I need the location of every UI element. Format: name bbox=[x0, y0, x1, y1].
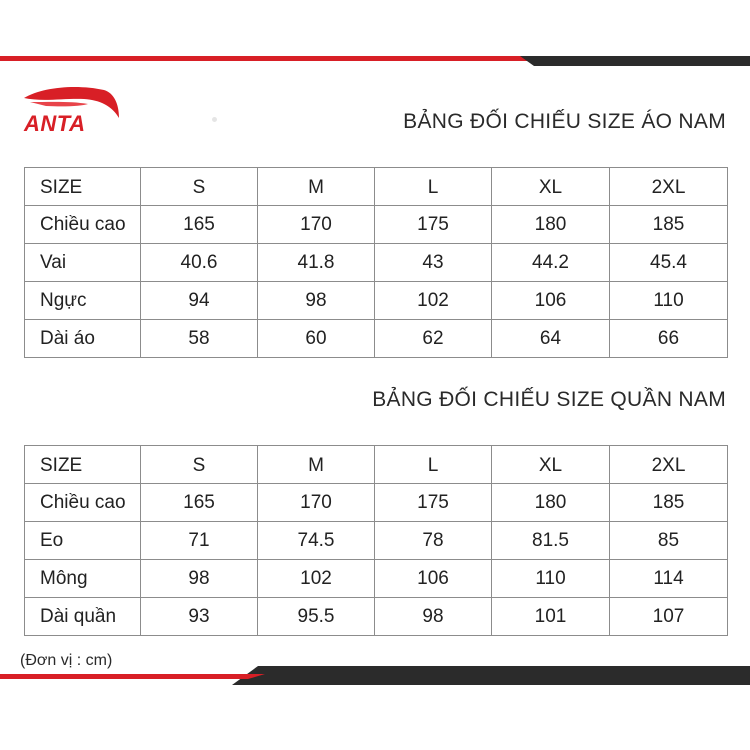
row-label: Dài áo bbox=[25, 320, 141, 358]
table-cell: 102 bbox=[375, 282, 492, 320]
header-cell-m: M bbox=[258, 446, 375, 484]
table-cell: 170 bbox=[258, 484, 375, 522]
table-cell: 165 bbox=[141, 484, 258, 522]
table-cell: 64 bbox=[492, 320, 610, 358]
top-dark-band bbox=[0, 52, 750, 66]
table-row bbox=[25, 320, 728, 358]
table-cell: 85 bbox=[610, 522, 728, 560]
table-cell: 43 bbox=[375, 244, 492, 282]
table-cell: 106 bbox=[375, 560, 492, 598]
table-cell: 95.5 bbox=[258, 598, 375, 636]
table-cell: 102 bbox=[258, 560, 375, 598]
row-label: Vai bbox=[25, 244, 141, 282]
table-cell: 98 bbox=[141, 560, 258, 598]
table-cell: 81.5 bbox=[492, 522, 610, 560]
table-cell: 44.2 bbox=[492, 244, 610, 282]
table-cell: 93 bbox=[141, 598, 258, 636]
table-header-row bbox=[25, 168, 728, 206]
table-row bbox=[25, 282, 728, 320]
header-cell-size: SIZE bbox=[25, 168, 141, 206]
header-cell-s: S bbox=[141, 168, 258, 206]
table-row bbox=[25, 206, 728, 244]
table-cell: 98 bbox=[375, 598, 492, 636]
table-row bbox=[25, 522, 728, 560]
table-cell: 185 bbox=[610, 206, 728, 244]
table-cell: 180 bbox=[492, 206, 610, 244]
table-cell: 66 bbox=[610, 320, 728, 358]
table-cell: 175 bbox=[375, 484, 492, 522]
table-cell: 58 bbox=[141, 320, 258, 358]
header-cell-m: M bbox=[258, 168, 375, 206]
table-cell: 185 bbox=[610, 484, 728, 522]
table-cell: 110 bbox=[492, 560, 610, 598]
header-cell-l: L bbox=[375, 168, 492, 206]
header-cell-xl: XL bbox=[492, 446, 610, 484]
table-cell: 78 bbox=[375, 522, 492, 560]
table-cell: 94 bbox=[141, 282, 258, 320]
brand-name: ANTA bbox=[24, 111, 86, 136]
header-cell-xl: XL bbox=[492, 168, 610, 206]
shirt-size-title: BẢNG ĐỐI CHIẾU SIZE ÁO NAM bbox=[403, 110, 726, 133]
unit-note: (Đơn vị : cm) bbox=[20, 652, 113, 669]
table-row bbox=[25, 244, 728, 282]
header-cell-size: SIZE bbox=[25, 446, 141, 484]
table-cell: 101 bbox=[492, 598, 610, 636]
table-cell: 170 bbox=[258, 206, 375, 244]
pants-size-table bbox=[24, 445, 728, 636]
table-cell: 71 bbox=[141, 522, 258, 560]
row-label: Dài quần bbox=[25, 598, 141, 636]
table-header-row bbox=[25, 446, 728, 484]
table-cell: 74.5 bbox=[258, 522, 375, 560]
shirt-size-table bbox=[24, 167, 728, 358]
pants-size-title: BẢNG ĐỐI CHIẾU SIZE QUẦN NAM bbox=[372, 388, 726, 411]
table-cell: 107 bbox=[610, 598, 728, 636]
table-row bbox=[25, 484, 728, 522]
table-cell: 106 bbox=[492, 282, 610, 320]
header-cell-s: S bbox=[141, 446, 258, 484]
table-cell: 62 bbox=[375, 320, 492, 358]
table-cell: 110 bbox=[610, 282, 728, 320]
decorative-dot bbox=[212, 117, 217, 122]
row-label: Ngực bbox=[25, 282, 141, 320]
row-label: Chiều cao bbox=[25, 206, 141, 244]
table-cell: 165 bbox=[141, 206, 258, 244]
table-cell: 45.4 bbox=[610, 244, 728, 282]
table-row bbox=[25, 598, 728, 636]
header-cell-2xl: 2XL bbox=[610, 446, 728, 484]
row-label: Mông bbox=[25, 560, 141, 598]
row-label: Eo bbox=[25, 522, 141, 560]
table-cell: 114 bbox=[610, 560, 728, 598]
table-cell: 41.8 bbox=[258, 244, 375, 282]
header-cell-2xl: 2XL bbox=[610, 168, 728, 206]
table-cell: 180 bbox=[492, 484, 610, 522]
table-cell: 60 bbox=[258, 320, 375, 358]
bottom-band bbox=[0, 664, 750, 688]
table-row bbox=[25, 560, 728, 598]
table-cell: 40.6 bbox=[141, 244, 258, 282]
row-label: Chiều cao bbox=[25, 484, 141, 522]
header-cell-l: L bbox=[375, 446, 492, 484]
table-cell: 175 bbox=[375, 206, 492, 244]
table-cell: 98 bbox=[258, 282, 375, 320]
